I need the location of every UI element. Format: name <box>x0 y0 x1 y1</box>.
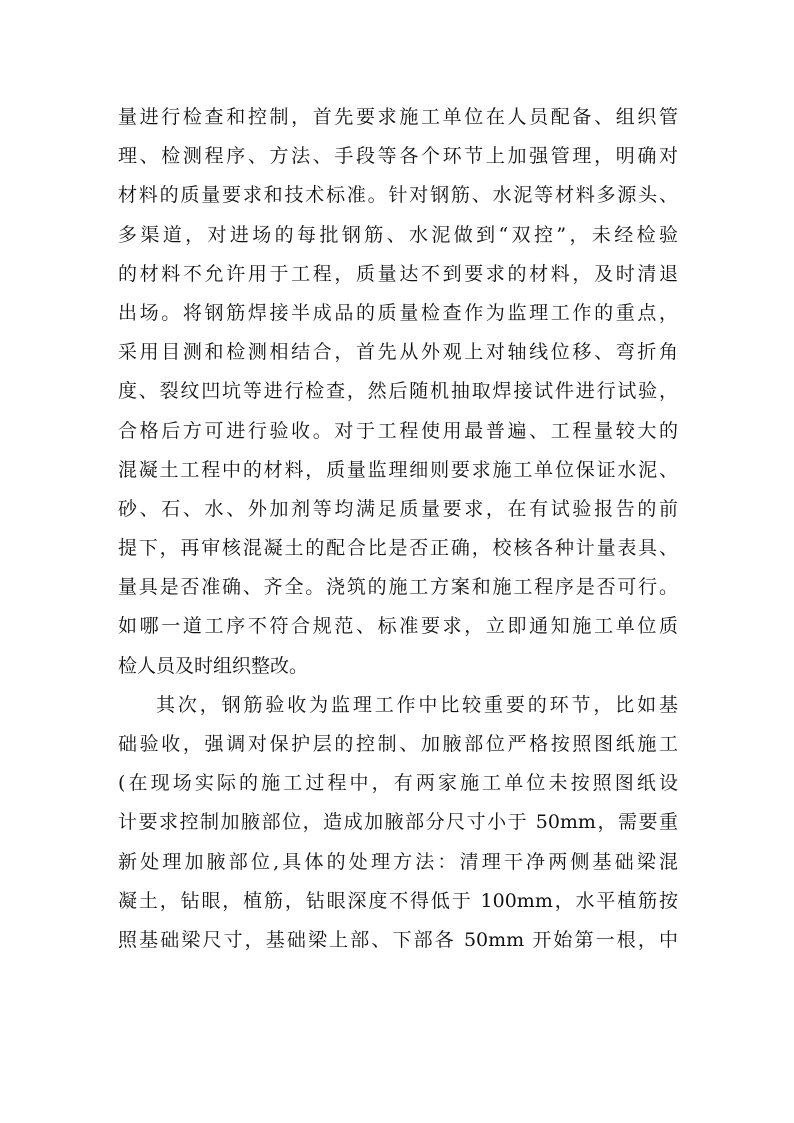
text-line: 计要求控制加腋部位，造成加腋部分尺寸小于 50mm，需要重 <box>118 811 678 834</box>
text-line: 材料的质量要求和技术标准。针对钢筋、水泥等材料多源头、 <box>118 184 678 207</box>
text-line: 凝土，钻眼，植筋，钻眼深度不得低于 100mm，水平植筋按 <box>118 889 678 912</box>
text-line: 的材料不允许用于工程，质量达不到要求的材料，及时清退 <box>118 262 678 285</box>
text-line: 多渠道，对进场的每批钢筋、水泥做到“双控”，未经检验 <box>118 223 678 246</box>
text-line: 如哪一道工序不符合规范、标准要求，立即通知施工单位质 <box>118 615 678 638</box>
paragraph-2 <box>118 686 678 960</box>
text-line: 采用目测和检测相结合，首先从外观上对轴线位移、弯折角 <box>118 341 678 364</box>
text-line: 合格后方可进行验收。对于工程使用最普遍、工程量较大的 <box>118 419 678 442</box>
text-line: 新处理加腋部位,具体的处理方法：清理干净两侧基础梁混 <box>118 850 678 873</box>
text-line: (在现场实际的施工过程中，有两家施工单位未按照图纸设 <box>118 772 678 795</box>
text-line: 量进行检查和控制，首先要求施工单位在人员配备、组织管 <box>118 106 678 128</box>
text-line: 理、检测程序、方法、手段等各个环节上加强管理，明确对 <box>118 145 678 168</box>
paragraph-1 <box>118 98 678 686</box>
text-line: 出场。将钢筋焊接半成品的质量检查作为监理工作的重点， <box>118 301 678 324</box>
text-line: 其次，钢筋验收为监理工作中比较重要的环节，比如基 <box>156 693 678 716</box>
body-text <box>118 98 678 960</box>
text-line: 检人员及时组织整改。 <box>118 654 309 677</box>
text-line: 砂、石、水、外加剂等均满足质量要求，在有试验报告的前 <box>118 497 678 520</box>
text-line: 照基础梁尺寸，基础梁上部、下部各 50mm 开始第一根，中 <box>118 928 678 951</box>
text-line: 度、裂纹凹坑等进行检查，然后随机抽取焊接试件进行试验， <box>118 380 678 403</box>
text-line: 提下，再审核混凝土的配合比是否正确，校核各种计量表具、 <box>118 537 678 560</box>
text-line: 混凝土工程中的材料，质量监理细则要求施工单位保证水泥、 <box>118 458 678 481</box>
text-line: 础验收，强调对保护层的控制、加腋部位严格按照图纸施工 <box>118 733 678 755</box>
text-line: 量具是否准确、齐全。浇筑的施工方案和施工程序是否可行。 <box>118 576 678 599</box>
